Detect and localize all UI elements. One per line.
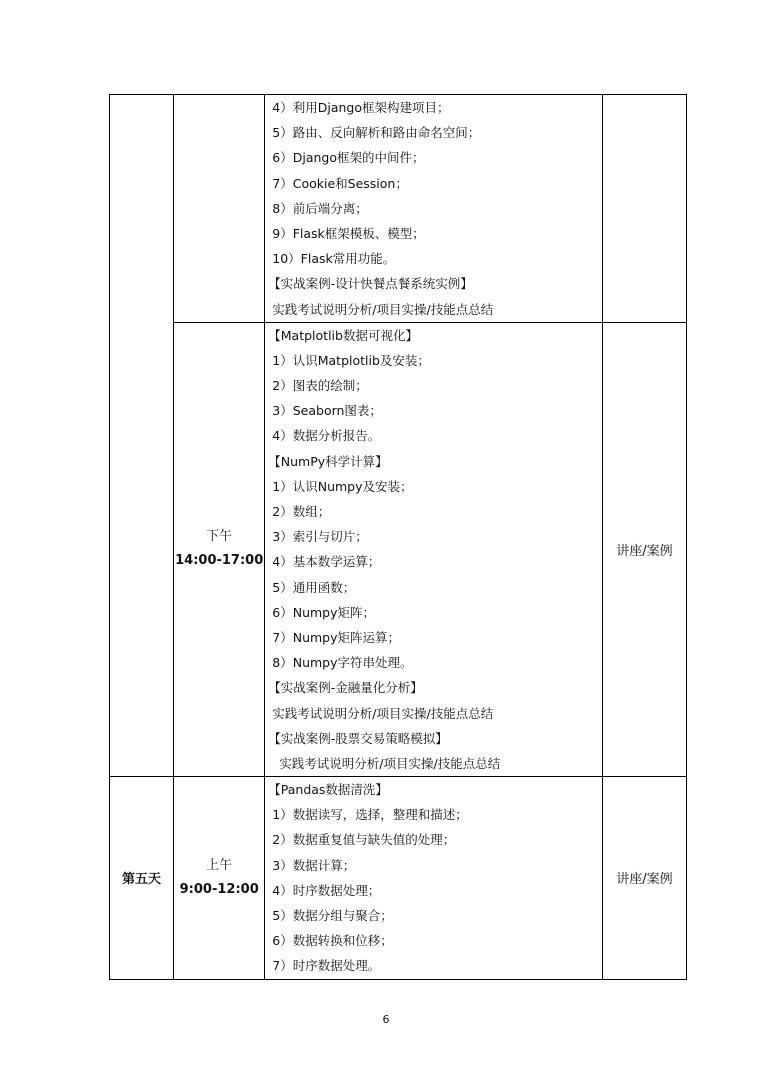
content-line: 2）数据重复值与缺失值的处理； bbox=[272, 832, 456, 848]
content-line: 10）Flask常用功能。 bbox=[272, 251, 396, 267]
content-line: 实践考试说明分析/项目实操/技能点总结 bbox=[272, 301, 494, 317]
method-cell: 讲座/案例 bbox=[602, 322, 686, 776]
method-cell: 讲座/案例 bbox=[602, 777, 686, 980]
content-line: 3）Seaborn图表； bbox=[272, 403, 382, 419]
time-cell bbox=[174, 777, 265, 980]
section-heading: 【Pandas数据清洗】 bbox=[268, 782, 388, 798]
day-cell: 第五天 bbox=[110, 777, 174, 980]
time-cell-continued bbox=[174, 95, 265, 323]
content-line: 6）Django框架的中间件； bbox=[272, 150, 425, 166]
content-line: 1）认识Numpy及安装； bbox=[272, 478, 413, 494]
period-label: 上午 bbox=[206, 857, 233, 873]
content-line: 实践考试说明分析/项目实操/技能点总结 bbox=[272, 705, 494, 721]
content-line: 2）图表的绘制； bbox=[272, 378, 368, 394]
content-line: 7）Numpy矩阵运算； bbox=[272, 629, 401, 645]
method-cell-continued bbox=[602, 95, 686, 323]
section-heading: 【实战案例-股票交易策略模拟】 bbox=[268, 730, 448, 746]
content-line: 7）时序数据处理。 bbox=[272, 958, 381, 974]
content-line: 3）索引与切片； bbox=[272, 529, 368, 545]
content-line: 2）数组； bbox=[272, 504, 331, 519]
content-line: 4）时序数据处理； bbox=[272, 882, 381, 898]
schedule-row bbox=[110, 95, 687, 323]
time-cell bbox=[174, 322, 265, 776]
content-line: 4）基本数学运算； bbox=[272, 554, 381, 570]
content-cell bbox=[265, 322, 603, 776]
schedule-row bbox=[110, 777, 687, 980]
section-heading: 【Matplotlib数据可视化】 bbox=[268, 327, 418, 343]
content-line: 3）数据计算； bbox=[272, 857, 356, 873]
content-cell bbox=[265, 777, 603, 980]
schedule-table bbox=[109, 94, 687, 980]
period-label: 下午 bbox=[206, 529, 233, 545]
content-line: 9）Flask框架模板、模型； bbox=[272, 225, 425, 241]
content-line: 6）数据转换和位移； bbox=[272, 933, 393, 949]
content-cell bbox=[265, 95, 603, 323]
content-line: 实践考试说明分析/项目实操/技能点总结 bbox=[279, 755, 501, 771]
content-line: 4）利用Django框架构建项目； bbox=[272, 100, 450, 115]
time-range: 14:00-17:00 bbox=[175, 553, 264, 569]
content-line: 1）数据读写，选择，整理和描述； bbox=[272, 807, 468, 823]
content-line: 8）前后端分离； bbox=[272, 200, 368, 216]
section-heading: 【实战案例-金融量化分析】 bbox=[268, 680, 423, 696]
section-heading: 【实战案例-设计快餐点餐系统实例】 bbox=[268, 276, 473, 292]
content-line: 5）路由、反向解析和路由命名空间； bbox=[272, 125, 481, 141]
content-line: 4）数据分析报告。 bbox=[272, 428, 381, 444]
content-line: 5）数据分组与聚合； bbox=[272, 908, 393, 923]
content-line: 7）Cookie和Session； bbox=[272, 175, 408, 191]
page-number: 6 bbox=[382, 1013, 390, 1026]
section-heading: 【NumPy科学计算】 bbox=[268, 453, 388, 469]
time-range: 9:00-12:00 bbox=[179, 881, 259, 897]
content-line: 5）通用函数； bbox=[272, 579, 356, 595]
schedule-row bbox=[110, 322, 687, 776]
day-cell-continued bbox=[110, 95, 174, 777]
content-line: 8）Numpy字符串处理。 bbox=[272, 655, 413, 671]
content-line: 6）Numpy矩阵； bbox=[272, 604, 376, 620]
content-line: 1）认识Matplotlib及安装； bbox=[272, 352, 430, 368]
